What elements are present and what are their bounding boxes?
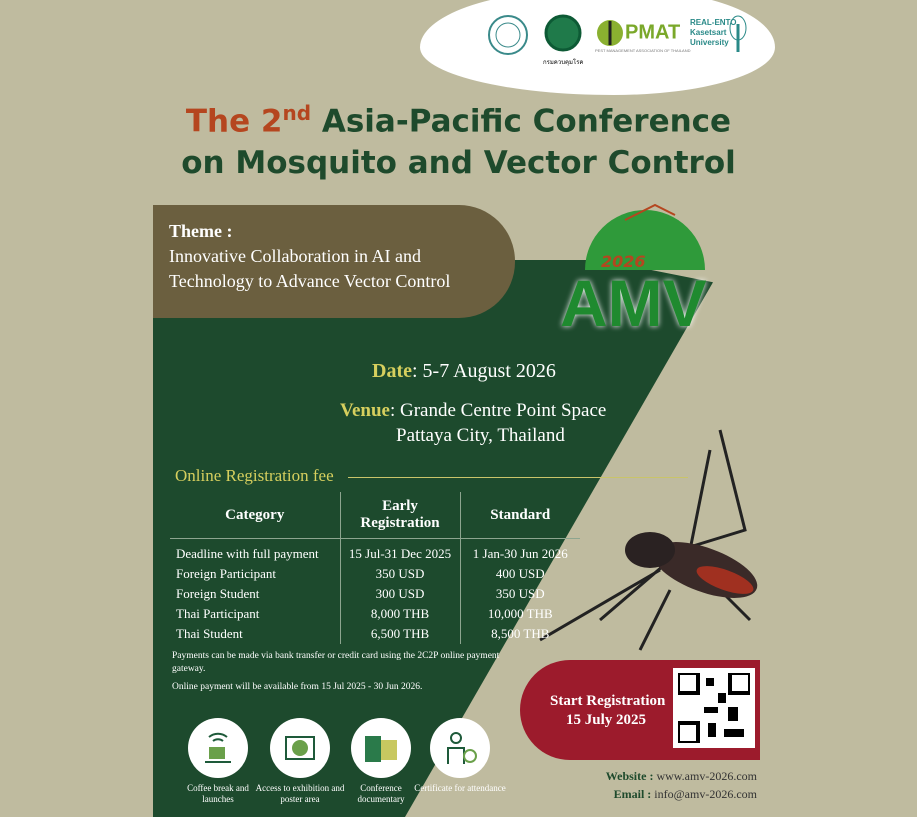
table-row: Foreign Student 300 USD 350 USD <box>170 584 580 604</box>
table-row: Foreign Participant 350 USD 400 USD <box>170 564 580 584</box>
table-row: Deadline with full payment 15 Jul-31 Dec 2025 1 Jan-30 Jun 2026 <box>170 539 580 565</box>
amv-logo: 2026 AMV <box>555 190 735 350</box>
kasetsart-seal-logo <box>487 14 529 61</box>
email-link[interactable]: info@amv-2026.com <box>651 787 757 801</box>
table-row: Thai Student 6,500 THB 8,500 THB <box>170 624 580 644</box>
coffee-cup-icon <box>188 718 248 778</box>
benefit-label: Conference documentary <box>357 783 405 804</box>
insect-icon <box>728 14 748 54</box>
event-date: Date: 5-7 August 2026 <box>372 360 556 382</box>
exhibition-globe-icon <box>270 718 330 778</box>
event-venue: Venue: Grande Centre Point Space Pattaya City, Thailand <box>340 400 607 446</box>
benefit-label: Coffee break and launches <box>187 783 249 804</box>
qr-code[interactable] <box>673 668 755 748</box>
website-link[interactable]: www.amv-2026.com <box>653 769 757 783</box>
conference-title: The 2nd Asia-Pacific Conference on Mosquito and Vector Control <box>181 101 736 182</box>
contact-info: Website : www.amv-2026.com Email : info@amv-2026.com <box>605 769 757 801</box>
certificate-person-icon <box>430 718 490 778</box>
pmat-logo: PMAT PEST MANAGEMENT ASSOCIATION OF THAILAND <box>595 21 691 53</box>
theme-box: Theme : Innovative Collaboration in AI and Technology to Advance Vector Control <box>153 205 515 318</box>
fee-table <box>170 492 580 644</box>
table-row: Thai Participant 8,000 THB 10,000 THB <box>170 604 580 624</box>
real-ento-logo: REAL-ENTO Kasetsart University <box>690 18 737 48</box>
documents-icon <box>351 718 411 778</box>
benefit-label: Access to exhibition and poster area <box>255 783 345 804</box>
benefit-label: Certificate for attendance <box>414 783 506 793</box>
start-registration-banner[interactable]: Start Registration 15 July 2025 <box>520 660 760 760</box>
table-header-row: Category Early Registration Standard <box>170 492 580 539</box>
payment-notes: Payments can be made via bank transfer or credit card using the 2C2P online payment gateway. Online payment will be available from 15 Jul 2025 - 30 Jun 2026. <box>172 651 500 692</box>
divider <box>348 477 688 478</box>
fee-heading: Online Registration fee <box>175 466 334 485</box>
dept-disease-control-logo: กรมควบคุมโรค <box>543 14 583 67</box>
